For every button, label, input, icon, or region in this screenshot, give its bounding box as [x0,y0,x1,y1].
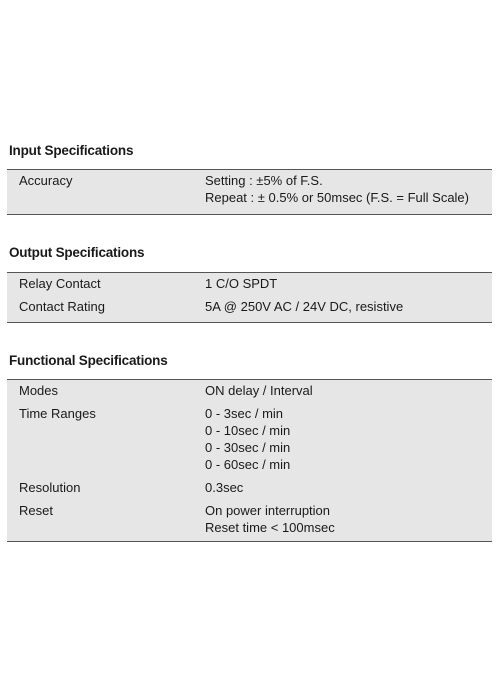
spec-value: 0 - 3sec / min [205,406,284,421]
spec-row-modes [7,382,492,399]
spec-value: 0 - 10sec / min [205,423,291,438]
input-specifications-title: Input Specifications [9,143,134,158]
spec-label: Resolution [19,480,81,495]
spec-value: 0 - 60sec / min [205,457,291,472]
spec-value: 0 - 30sec / min [205,440,291,455]
functional-specifications-table [7,379,492,542]
spec-label: Accuracy [19,173,73,188]
output-specifications-table [7,272,492,323]
spec-value: ON delay / Interval [205,383,313,398]
spec-label: Contact Rating [19,299,105,314]
spec-value: Reset time < 100msec [205,520,335,535]
spec-label: Modes [19,383,59,398]
spec-row-relay-contact [7,275,492,292]
spec-label: Reset [19,503,53,518]
functional-specifications-title: Functional Specifications [9,353,168,368]
spec-values [205,382,492,399]
spec-values [205,298,492,315]
spec-row-accuracy [7,172,492,206]
spec-values [205,479,492,496]
spec-values [205,502,492,536]
spec-values [205,172,492,206]
spec-label: Relay Contact [19,276,101,291]
spec-value: Setting : ±5% of F.S. [205,173,323,188]
output-specifications-title: Output Specifications [9,245,145,260]
spec-value: 1 C/O SPDT [205,276,278,291]
spec-row-reset [7,502,492,536]
spec-values [205,405,492,473]
spec-label: Time Ranges [19,406,96,421]
spec-value: On power interruption [205,503,331,518]
spec-value: 5A @ 250V AC / 24V DC, resistive [205,299,404,314]
spec-value: Repeat : ± 0.5% or 50msec (F.S. = Full Scale) [205,190,469,205]
spec-row-resolution [7,479,492,496]
spec-row-time-ranges [7,405,492,473]
spec-value: 0.3sec [205,480,244,495]
input-specifications-table [7,169,492,215]
spec-values [205,275,492,292]
spec-row-contact-rating [7,298,492,315]
